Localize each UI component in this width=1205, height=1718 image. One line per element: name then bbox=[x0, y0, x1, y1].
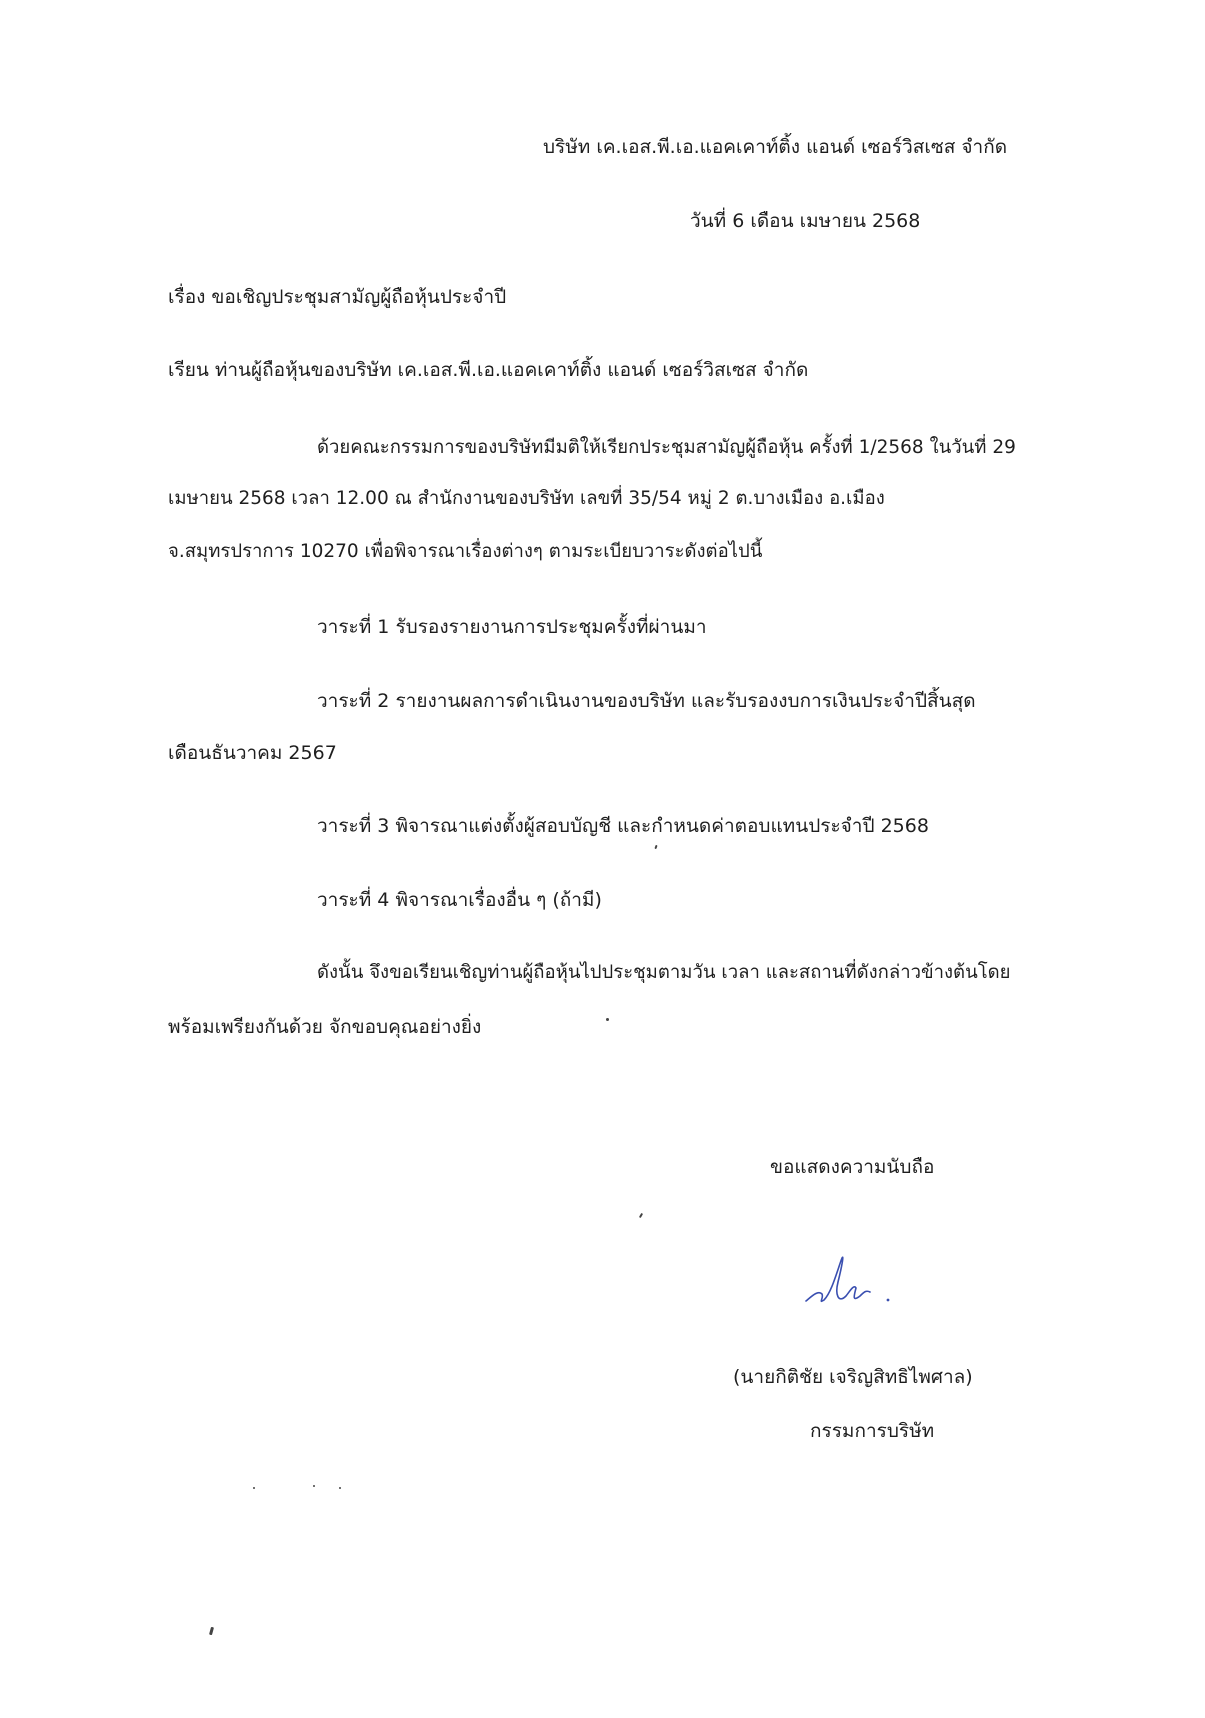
signatory-name: (นายกิติชัย เจริญสิทธิไพศาล) bbox=[733, 1366, 973, 1388]
agenda-item-4: วาระที่ 4 พิจารณาเรื่องอื่น ๆ (ถ้ามี) bbox=[317, 889, 602, 911]
scan-speck bbox=[639, 1213, 643, 1218]
scan-speck bbox=[313, 1485, 315, 1487]
agenda-item-3: วาระที่ 3 พิจารณาแต่งตั้งผู้สอบบัญชี และกำหนดค่าตอบแทนประจำปี 2568 bbox=[317, 815, 929, 837]
regards-line: ขอแสดงความนับถือ bbox=[770, 1156, 935, 1178]
scan-speck bbox=[654, 845, 657, 849]
intro-line-2: เมษายน 2568 เวลา 12.00 ณ สำนักงานของบริษัท เลขที่ 35/54 หมู่ 2 ต.บางเมือง อ.เมือง bbox=[168, 488, 885, 509]
company-name: บริษัท เค.เอส.พี.เอ.แอคเคาท์ติ้ง แอนด์ เซอร์วิสเซส จำกัด bbox=[543, 136, 1008, 158]
intro-line-3: จ.สมุทรปราการ 10270 เพื่อพิจารณาเรื่องต่างๆ ตามระเบียบวาระดังต่อไปนี้ bbox=[168, 541, 763, 562]
agenda-item-2: วาระที่ 2 รายงานผลการดำเนินงานของบริษัท และรับรองงบการเงินประจำปีสิ้นสุด bbox=[317, 690, 976, 712]
agenda-item-2-continued: เดือนธันวาคม 2567 bbox=[168, 742, 337, 764]
letter-date: วันที่ 6 เดือน เมษายน 2568 bbox=[690, 210, 921, 232]
closing-line-1: ดังนั้น จึงขอเรียนเชิญท่านผู้ถือหุ้นไปประชุมตามวัน เวลา และสถานที่ดังกล่าวข้างต้นโดย bbox=[317, 962, 1011, 983]
signatory-position: กรรมการบริษัท bbox=[810, 1420, 935, 1442]
subject-line: เรื่อง ขอเชิญประชุมสามัญผู้ถือหุ้นประจำปี bbox=[168, 286, 507, 308]
recipient-line: เรียน ท่านผู้ถือหุ้นของบริษัท เค.เอส.พี.เอ.แอคเคาท์ติ้ง แอนด์ เซอร์วิสเซส จำกัด bbox=[168, 359, 809, 381]
intro-line-1: ด้วยคณะกรรมการของบริษัทมีมติให้เรียกประชุมสามัญผู้ถือหุ้น ครั้งที่ 1/2568 ในวันที่ 29 bbox=[317, 437, 1016, 458]
scan-speck bbox=[253, 1487, 255, 1489]
scan-speck bbox=[209, 1627, 214, 1636]
signature-image bbox=[798, 1246, 908, 1316]
closing-line-2: พร้อมเพรียงกันด้วย จักขอบคุณอย่างยิ่ง bbox=[168, 1016, 482, 1038]
agenda-item-1: วาระที่ 1 รับรองรายงานการประชุมครั้งที่ผ่านมา bbox=[317, 616, 707, 638]
scan-speck bbox=[606, 1018, 609, 1021]
scan-speck bbox=[339, 1487, 341, 1489]
